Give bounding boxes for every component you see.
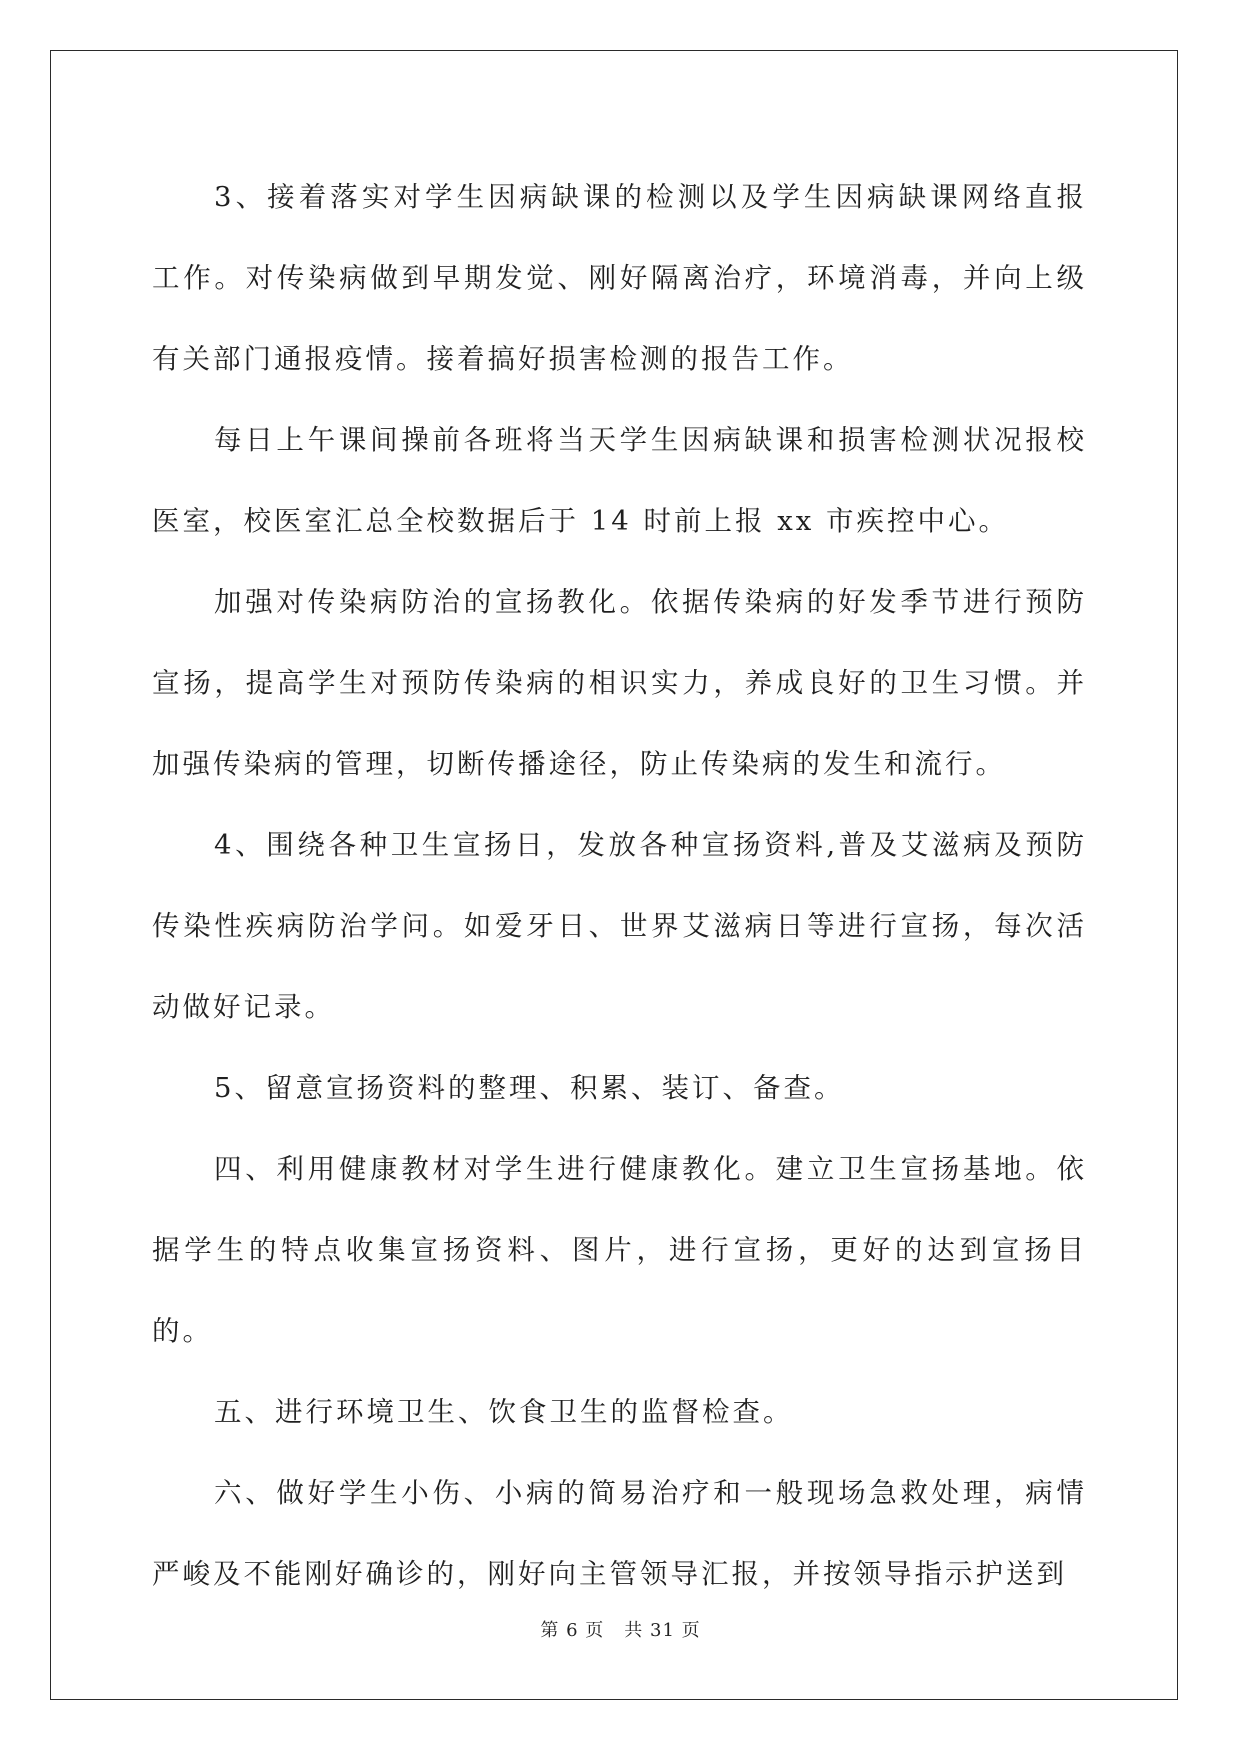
- paragraph: 五、进行环境卫生、饮食卫生的监督检查。: [214, 1396, 794, 1428]
- page-footer: [0, 1616, 1241, 1642]
- paragraph: 加强对传染病防治的宣扬教化。依据传染病的好发季节进行预防宣扬，提高学生对预防传染病的相识实力，养成良好的卫生习惯。并加强传染病的管理，切断传播途径，防止传染病的发生和流行。: [152, 586, 1087, 780]
- paragraph: 每日上午课间操前各班将当天学生因病缺课和损害检测状况报校医室，校医室汇总全校数据后于 14 时前上报 xx 市疾控中心。: [152, 424, 1087, 537]
- paragraph: 六、做好学生小伤、小病的简易治疗和一般现场急救处理，病情严峻及不能刚好确诊的，刚好向主管领导汇报，并按领导指示护送到: [152, 1477, 1087, 1590]
- paragraph: 5、留意宣扬资料的整理、积累、装订、备查。: [214, 1072, 845, 1104]
- page-total: 共 31 页: [624, 1620, 701, 1641]
- paragraph: 3、接着落实对学生因病缺课的检测以及学生因病缺课网络直报工作。对传染病做到早期发觉、刚好隔离治疗，环境消毒，并向上级有关部门通报疫情。接着搞好损害检测的报告工作。: [152, 181, 1087, 375]
- document-body: [152, 157, 1087, 1615]
- paragraph: 4、围绕各种卫生宣扬日，发放各种宣扬资料,普及艾滋病及预防传染性疾病防治学问。如爱牙日、世界艾滋病日等进行宣扬，每次活动做好记录。: [152, 829, 1087, 1023]
- paragraph: 四、利用健康教材对学生进行健康教化。建立卫生宣扬基地。依据学生的特点收集宣扬资料、图片，进行宣扬，更好的达到宣扬目的。: [152, 1153, 1087, 1347]
- page-number: 第 6 页: [540, 1620, 605, 1641]
